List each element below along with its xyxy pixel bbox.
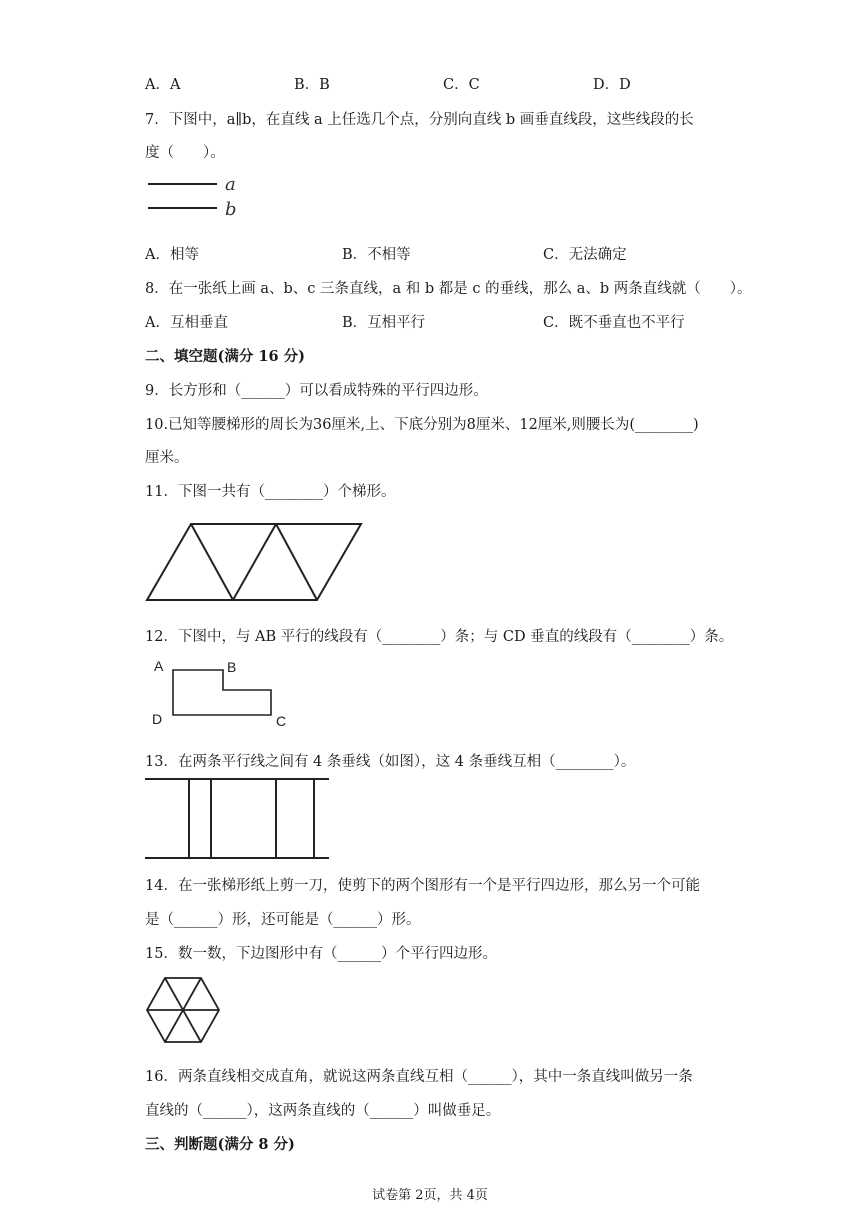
- section-2-heading: 二、填空题(满分 16 分): [145, 348, 305, 365]
- q11-question: 11．下图一共有（________）个梯形。: [145, 484, 396, 500]
- label-a: a: [225, 174, 236, 195]
- q8-question-line1: 8．在一张纸上画 a、b、c 三条直线，a 和 b 都是 c 的垂线，那么 a、b 两条直线就（ ）。: [145, 281, 752, 297]
- q15-hexagon-figure: [145, 976, 225, 1046]
- q8-option-a: A．互相垂直: [145, 315, 228, 331]
- q6-option-a: A．A: [145, 77, 181, 93]
- q8-option-c: C．既不垂直也不平行: [543, 315, 685, 331]
- q9-question: 9．长方形和（______）可以看成特殊的平行四边形。: [145, 383, 488, 399]
- q6-option-b: B．B: [294, 77, 330, 93]
- q7-option-a: A．相等: [145, 247, 199, 263]
- diagonal-2: [233, 524, 276, 600]
- q6-option-d: D．D: [593, 77, 631, 93]
- q10-question-line1: 10.已知等腰梯形的周长为36厘米,上、下底分别为8厘米、12厘米,则腰长为(________): [145, 417, 699, 433]
- diagonal-1: [191, 524, 233, 600]
- page-footer: 试卷第 2页，共 4页: [372, 1188, 488, 1203]
- q7-parallel-lines-figure: [145, 172, 255, 222]
- q16-question-line1: 16．两条直线相交成直角，就说这两条直线互相（______），其中一条直线叫做另一条: [145, 1069, 693, 1085]
- q11-trapezoid-figure: [145, 522, 365, 604]
- q6-option-c: C．C: [443, 77, 480, 93]
- q13-question: 13．在两条平行线之间有 4 条垂线（如图），这 4 条垂线互相（________）。: [145, 754, 636, 770]
- section-3-heading: 三、判断题(满分 8 分): [145, 1136, 295, 1153]
- label-C: C: [276, 713, 287, 729]
- q14-question-line1: 14．在一张梯形纸上剪一刀，使剪下的两个图形有一个是平行四边形，那么另一个可能: [145, 878, 700, 894]
- label-b: b: [225, 199, 237, 220]
- l-shape: [173, 670, 271, 715]
- q10-question-line2: 厘米。: [145, 450, 189, 466]
- q15-question: 15．数一数，下边图形中有（______）个平行四边形。: [145, 946, 497, 962]
- diagonal-3: [276, 524, 317, 600]
- q7-option-b: B．不相等: [342, 247, 411, 263]
- label-A: A: [154, 658, 164, 674]
- label-D: D: [152, 711, 163, 727]
- q13-perpendiculars-figure: [145, 777, 331, 862]
- q8-option-b: B．互相平行: [342, 315, 426, 331]
- q7-option-c: C．无法确定: [543, 247, 627, 263]
- q14-question-line2: 是（______）形，还可能是（______）形。: [145, 912, 421, 928]
- q7-question-line1: 7．下图中，a∥b，在直线 a 上任选几个点，分别向直线 b 画垂直线段，这些线段的长: [145, 112, 694, 128]
- q16-question-line2: 直线的（______），这两条直线的（______）叫做垂足。: [145, 1103, 501, 1119]
- q12-question: 12．下图中，与 AB 平行的线段有（________）条；与 CD 垂直的线段有（________）条。: [145, 629, 734, 645]
- q7-question-line2: 度（ ）。: [145, 145, 225, 161]
- label-B: B: [227, 659, 237, 675]
- q12-shape-figure: [145, 658, 295, 730]
